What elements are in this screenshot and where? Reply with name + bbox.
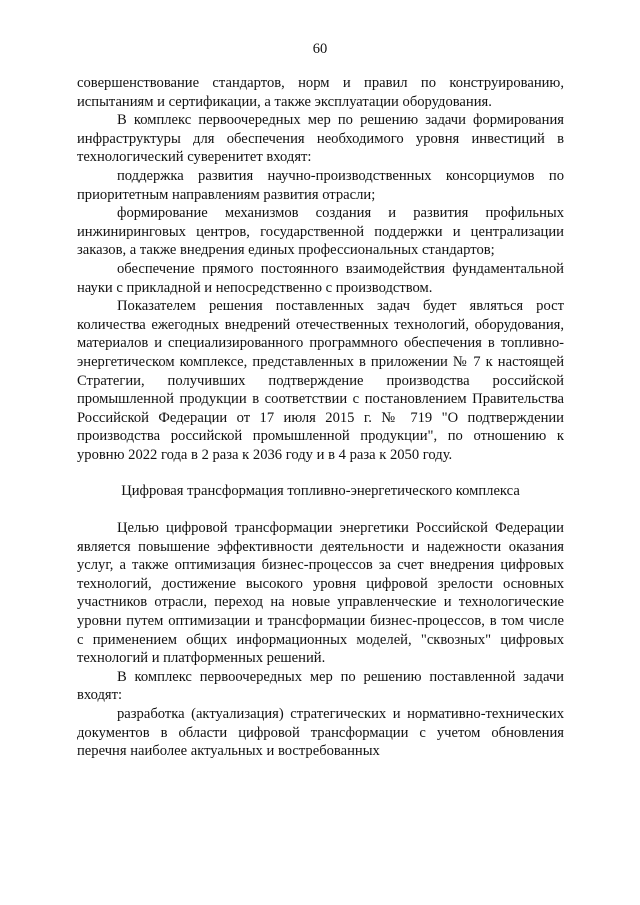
paragraph-indicator: Показателем решения поставленных задач будет являться рост количества ежегодных внедрений отечественных технологий, оборудования, материалов и специализированного программного обеспечения в топливно-энергетическом комплексе, представленных в приложении № 7 к настоящей Стратегии, получивших подтверждение производства российской промышленной продукции в соответствии с постановлением Правительства Российской Федерации от 17 июля 2015 г. № 719 "О подтверждении производства российской промышленной продукции", по отношению к уровню 2022 года в 2 раза к 2036 году и в 4 раза к 2050 году. (77, 298, 564, 463)
paragraph-engineering-centers: формирование механизмов создания и развития профильных инжиниринговых центров, государственной поддержки и централизации заказов, а также внедрения единых профессиональных стандартов; (77, 205, 564, 259)
paragraph-standards: совершенствование стандартов, норм и правил по конструированию, испытаниям и сертификации, а также эксплуатации оборудования. (77, 75, 564, 110)
section-heading: Цифровая трансформация топливно-энергетического комплекса (121, 483, 520, 500)
document-body (77, 74, 564, 761)
paragraph-science-interaction: обеспечение прямого постоянного взаимодействия фундаментальной науки с прикладной и непосредственно с производством. (77, 260, 564, 296)
paragraph-digital-measures: В комплекс первоочередных мер по решению поставленной задачи входят: (77, 668, 564, 704)
paragraph-consortium-support: поддержка развития научно-производственных консорциумов по приоритетным направлениям развития отрасли; (77, 167, 564, 203)
paragraph-digital-goal: Целью цифровой трансформации энергетики Российской Федерации является повышение эффективности деятельности и надежности оказания услуг, а также оптимизация бизнес-процессов за счет внедрения цифровых технологий, достижение высокого уровня цифровой зрелости основных участников отрасли, переход на новые управленческие и технологические уровни путем оптимизации и трансформации бизнес-процессов, в том числе с применением общих информационных моделей, "сквозных" цифровых технологий и платформенных решений. (77, 520, 564, 667)
page-number: 60 (312, 41, 328, 57)
paragraph-infrastructure-measures: В комплекс первоочередных мер по решению задачи формирования инфраструктуры для обеспечения необходимого уровня инвестиций в технологический суверенитет входят: (77, 112, 564, 166)
paragraph-documents-development: разработка (актуализация) стратегических и нормативно-технических документов в области цифровой трансформации с учетом обновления перечня наиболее актуальных и востребованных (77, 706, 564, 760)
